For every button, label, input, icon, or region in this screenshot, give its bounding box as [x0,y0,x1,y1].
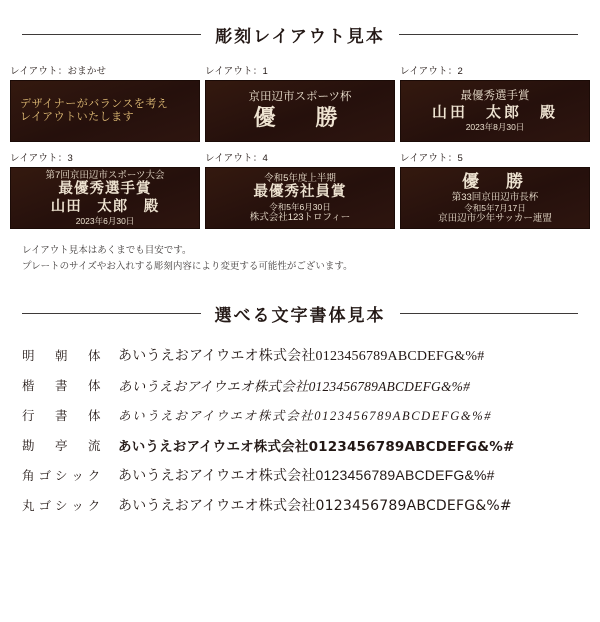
plate-line: 株式会社123トロフィー [249,211,351,223]
font-name-label: 丸ゴシック [22,499,105,514]
plate-line: 京田辺市少年サッカー連盟 [438,213,552,225]
font-heading-text: 選べる文字書体見本 [214,306,386,326]
font-sample-text: あいうえおアイウエオ株式会社0123456789ABCDEFG&%# [118,439,515,456]
product-detail-page [0,22,600,622]
engraving-plate-preview [205,167,395,229]
plate-line: 京田辺市スポーツ杯 [248,91,352,104]
font-sample-text: あいうえおアイウエオ株式会社0123456789ABCDEFG&%# [118,498,512,515]
plate-line: 優 勝 [253,104,347,130]
layout-sample-cell [400,63,590,142]
plate-line: 最優秀社員賞 [253,184,347,201]
plate-line: 最優秀選手賞 [460,90,530,103]
font-name-label: 行 書 体 [22,409,105,424]
plate-line: レイアウトいたします [20,111,135,123]
plate-line: 山田 太郎 殿 [431,103,558,121]
plate-line: 令和5年7月17日 [464,203,526,214]
font-name-label: 楷 書 体 [22,379,105,394]
plate-line: 第33回京田辺市長杯 [451,191,539,203]
layout-sample-cell [10,63,200,142]
font-sample-row [22,460,584,490]
plate-line: 令和5年6月30日 [269,201,331,212]
plate-line: デザイナーがバランスを考え [20,98,169,111]
font-section-heading [0,301,600,326]
layout-sample-label: レイアウト：2 [400,66,463,77]
engraving-plate-preview [400,80,590,142]
plate-line: 第7回京田辺市スポーツ大会 [45,170,165,182]
font-sample-table [0,340,600,520]
layout-note-line: プレートのサイズやお入れする彫刻内容により変更する可能性がございます。 [22,261,353,273]
heading-rule-right [399,34,578,35]
font-sample-row [22,370,584,400]
layout-heading-text: 彫刻レイアウト見本 [215,27,385,46]
font-sample-text: あいうえおアイウエオ株式会社0123456789ABCDEFG&%# [118,349,485,365]
plate-line: 山田 太郎 殿 [50,198,160,215]
heading-rule-left [22,34,201,35]
plate-line: 令和5年度上半期 [264,173,336,185]
engraving-plate-preview [205,80,395,142]
layout-sample-cell [205,150,395,229]
heading-rule-right [400,313,579,314]
font-sample-text: あいうえおアイウエオ株式会社0123456789ABCDEFG&%# [118,409,493,424]
font-sample-text: あいうえおアイウエオ株式会社0123456789ABCDEFG&%# [118,379,471,395]
plate-line: 2023年6月30日 [75,215,135,226]
font-sample-row [22,400,584,430]
layout-sample-label: レイアウト：1 [205,66,268,77]
plate-line: 最優秀選手賞 [58,181,152,198]
layout-sample-label: レイアウト：5 [400,153,463,164]
engraving-plate-preview [10,80,200,142]
font-name-label: 勘 亭 流 [22,439,105,454]
layout-sample-grid [0,63,600,229]
engraving-plate-preview [400,167,590,229]
font-name-label: 角ゴシック [22,469,105,484]
plate-line: 2023年8月30日 [465,121,525,132]
layout-sample-cell [205,63,395,142]
layout-sample-label: レイアウト：3 [10,153,73,164]
plate-line: 優 勝 [462,171,528,191]
font-sample-row [22,340,584,370]
font-sample-row [22,490,584,520]
layout-sample-cell [10,150,200,229]
layout-note-line: レイアウト見本はあくまでも目安です。 [22,245,192,256]
font-name-label: 明 朝 体 [22,349,105,364]
font-sample-row [22,430,584,460]
engraving-plate-preview [10,167,200,229]
layout-sample-label: レイアウト：おまかせ [10,66,107,77]
layout-section-heading [0,22,600,47]
layout-notes [0,243,600,275]
layout-sample-cell [400,150,590,229]
font-sample-text: あいうえおアイウエオ株式会社0123456789ABCDEFG&%# [118,467,495,484]
heading-rule-left [22,313,201,314]
layout-sample-label: レイアウト：4 [205,153,268,164]
